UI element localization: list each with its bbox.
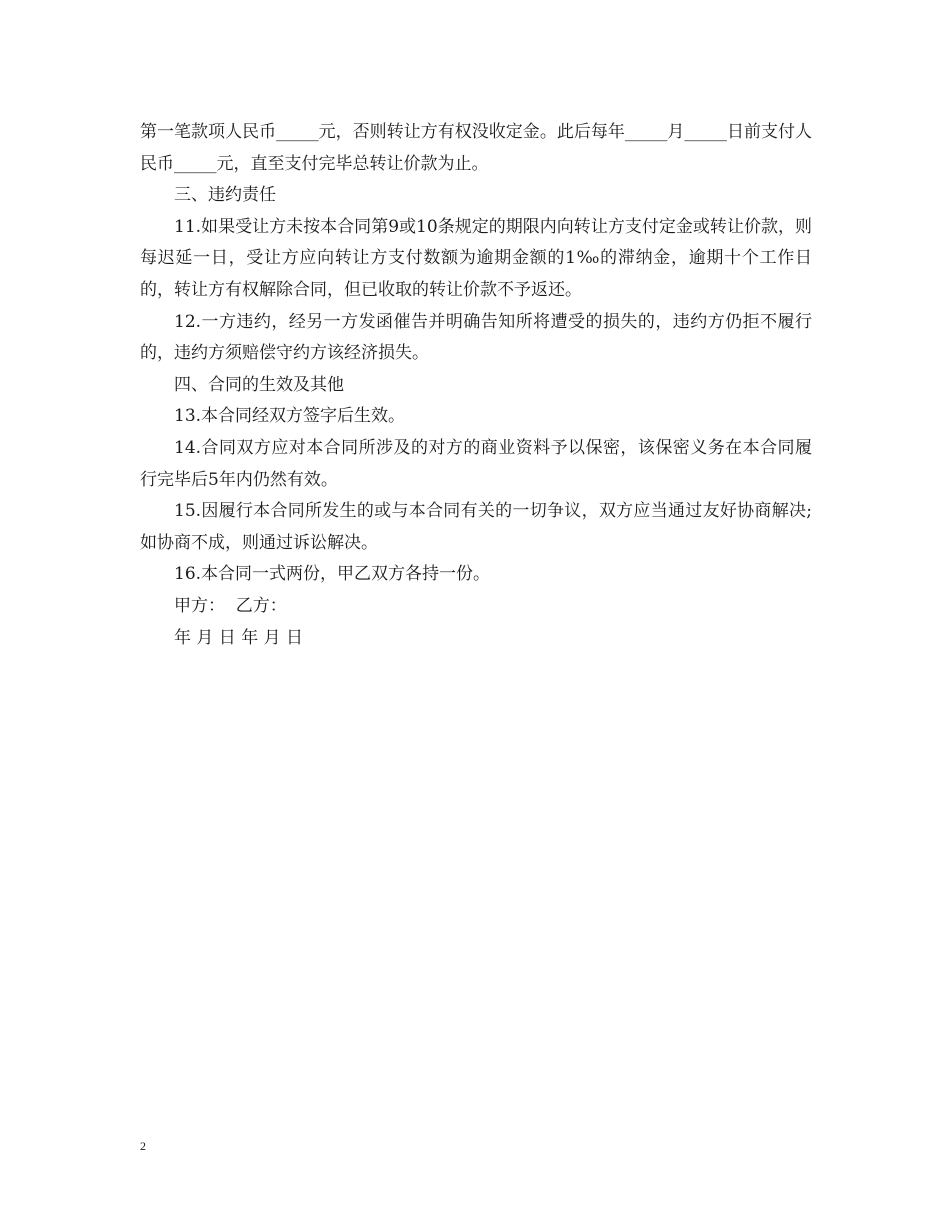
signature-dates: 年 月 日 年 月 日 — [174, 627, 304, 648]
section-heading-effectiveness: 四、合同的生效及其他 — [174, 374, 344, 395]
paragraph-payment-continued: 第一笔款项人民币_____元，否则转让方有权没收定金。此后每年_____月_____日前支付人民币_____元，直至支付完毕总转让价款为止。 — [140, 122, 812, 174]
document-body — [140, 117, 812, 654]
clause-12: 12.一方违约，经另一方发函催告并明确告知所将遭受的损失的，违约方仍拒不履行的，违约方须赔偿守约方该经济损失。 — [140, 311, 812, 364]
page-number: 2 — [140, 1139, 146, 1153]
clause-11: 11.如果受让方未按本合同第9或10条规定的期限内向转让方支付定金或转让价款，则每迟延一日，受让方应向转让方支付数额为逾期金额的1‰的滞纳金，逾期十个工作日的，转让方有权解除合同，但已收取的转让价款不予返还。 — [140, 216, 812, 300]
clause-14: 14.合同双方应对本合同所涉及的对方的商业资料予以保密，该保密义务在本合同履行完毕后5年内仍然有效。 — [140, 437, 812, 490]
clause-13: 13.本合同经双方签字后生效。 — [174, 406, 406, 427]
clause-15: 15.因履行本合同所发生的或与本合同有关的一切争议，双方应当通过友好协商解决;如协商不成，则通过诉讼解决。 — [140, 501, 812, 553]
section-heading-breach-liability: 三、违约责任 — [174, 185, 276, 206]
signature-parties: 甲方： 乙方： — [174, 595, 287, 616]
clause-16: 16.本合同一式两份，甲乙双方各持一份。 — [174, 564, 491, 585]
